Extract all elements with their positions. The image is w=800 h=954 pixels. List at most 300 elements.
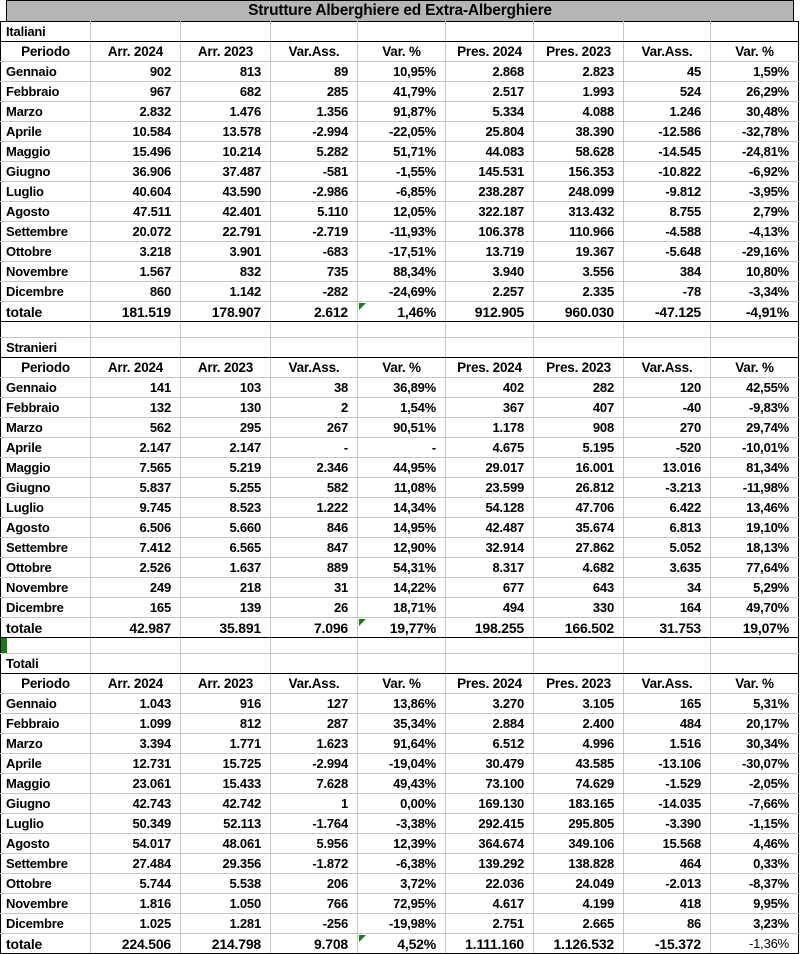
cell-value[interactable]: 1.142 [181, 282, 271, 302]
cell-value[interactable]: 26 [271, 598, 358, 618]
cell-month[interactable]: Gennaio [1, 694, 91, 714]
cell-value[interactable]: 42.487 [446, 518, 534, 538]
cell-month[interactable]: Febbraio [1, 82, 91, 102]
cell-value[interactable]: 10,95% [358, 62, 446, 82]
cell-value[interactable]: 1.816 [91, 894, 181, 914]
cell-value[interactable]: -10,01% [711, 438, 799, 458]
cell-value[interactable]: 14,34% [358, 498, 446, 518]
spacer-cell[interactable] [624, 322, 711, 338]
empty-cell[interactable] [711, 338, 799, 358]
cell-value[interactable]: 407 [534, 398, 624, 418]
cell-value[interactable]: -24,69% [358, 282, 446, 302]
cell-value[interactable]: -1.764 [271, 814, 358, 834]
empty-cell[interactable] [534, 22, 624, 42]
cell-value[interactable]: -7,66% [711, 794, 799, 814]
cell-value[interactable]: 139 [181, 598, 271, 618]
cell-month[interactable]: Novembre [1, 578, 91, 598]
cell-value[interactable]: 4.996 [534, 734, 624, 754]
column-header[interactable]: Var. % [711, 674, 799, 694]
cell-value[interactable]: 120 [624, 378, 711, 398]
cell-value[interactable]: 846 [271, 518, 358, 538]
cell-value[interactable]: -5.648 [624, 242, 711, 262]
total-value[interactable]: 1.111.160 [446, 934, 534, 954]
cell-value[interactable]: 847 [271, 538, 358, 558]
cell-value[interactable]: 132 [91, 398, 181, 418]
cell-value[interactable]: 42,55% [711, 378, 799, 398]
cell-value[interactable]: 40.604 [91, 182, 181, 202]
cell-value[interactable]: 10,80% [711, 262, 799, 282]
cell-value[interactable]: 582 [271, 478, 358, 498]
cell-value[interactable]: -581 [271, 162, 358, 182]
cell-value[interactable]: 29.017 [446, 458, 534, 478]
cell-value[interactable]: 42.401 [181, 202, 271, 222]
cell-value[interactable]: 5.052 [624, 538, 711, 558]
cell-value[interactable]: 20.072 [91, 222, 181, 242]
empty-cell[interactable] [91, 654, 181, 674]
cell-value[interactable]: 218 [181, 578, 271, 598]
cell-value[interactable]: 11,08% [358, 478, 446, 498]
total-value[interactable]: 19,07% [711, 618, 799, 638]
cell-value[interactable]: 643 [534, 578, 624, 598]
empty-cell[interactable] [181, 338, 271, 358]
cell-value[interactable]: -1,55% [358, 162, 446, 182]
cell-value[interactable]: -14.035 [624, 794, 711, 814]
cell-value[interactable]: 130 [181, 398, 271, 418]
cell-month[interactable]: Febbraio [1, 398, 91, 418]
cell-value[interactable]: 206 [271, 874, 358, 894]
column-header[interactable]: Var.Ass. [271, 42, 358, 62]
total-value[interactable]: 1.126.532 [534, 934, 624, 954]
column-header[interactable]: Var. % [358, 42, 446, 62]
cell-value[interactable]: 141 [91, 378, 181, 398]
cell-value[interactable]: 27.862 [534, 538, 624, 558]
cell-value[interactable]: 1.099 [91, 714, 181, 734]
cell-value[interactable]: 15.568 [624, 834, 711, 854]
cell-value[interactable]: 38.390 [534, 122, 624, 142]
cell-month[interactable]: Aprile [1, 122, 91, 142]
cell-value[interactable]: 54.017 [91, 834, 181, 854]
cell-value[interactable]: 6.506 [91, 518, 181, 538]
cell-value[interactable]: 81,34% [711, 458, 799, 478]
column-header[interactable]: Var. % [358, 358, 446, 378]
cell-value[interactable]: 103 [181, 378, 271, 398]
cell-value[interactable]: 73.100 [446, 774, 534, 794]
cell-value[interactable]: 23.599 [446, 478, 534, 498]
cell-month[interactable]: Ottobre [1, 558, 91, 578]
cell-value[interactable]: 8.523 [181, 498, 271, 518]
cell-value[interactable]: 2.257 [446, 282, 534, 302]
empty-cell[interactable] [711, 22, 799, 42]
cell-value[interactable]: 38 [271, 378, 358, 398]
section-label[interactable]: Stranieri [1, 338, 91, 358]
cell-value[interactable]: 562 [91, 418, 181, 438]
cell-value[interactable]: -8,37% [711, 874, 799, 894]
cell-value[interactable]: 42.743 [91, 794, 181, 814]
spacer-cell[interactable] [446, 638, 534, 654]
cell-value[interactable]: -29,16% [711, 242, 799, 262]
cell-value[interactable]: 6.813 [624, 518, 711, 538]
spacer-cell[interactable] [534, 638, 624, 654]
cell-value[interactable]: 12,39% [358, 834, 446, 854]
cell-value[interactable]: 47.706 [534, 498, 624, 518]
cell-value[interactable]: 860 [91, 282, 181, 302]
cell-value[interactable]: 3.394 [91, 734, 181, 754]
cell-value[interactable]: -9,83% [711, 398, 799, 418]
cell-value[interactable]: 330 [534, 598, 624, 618]
cell-month[interactable]: Ottobre [1, 242, 91, 262]
cell-value[interactable]: 15.496 [91, 142, 181, 162]
cell-value[interactable]: 9.745 [91, 498, 181, 518]
column-header[interactable]: Periodo [1, 674, 91, 694]
empty-cell[interactable] [358, 338, 446, 358]
cell-value[interactable]: 110.966 [534, 222, 624, 242]
cell-value[interactable]: 967 [91, 82, 181, 102]
cell-value[interactable]: -2.013 [624, 874, 711, 894]
cell-value[interactable]: 127 [271, 694, 358, 714]
cell-month[interactable]: Ottobre [1, 874, 91, 894]
column-header[interactable]: Var. % [711, 358, 799, 378]
cell-value[interactable]: 36.906 [91, 162, 181, 182]
cell-value[interactable]: -19,98% [358, 914, 446, 934]
spacer-cell[interactable] [91, 638, 181, 654]
cell-value[interactable]: -19,04% [358, 754, 446, 774]
cell-value[interactable]: 10.584 [91, 122, 181, 142]
total-value[interactable]: -1,36% [711, 934, 799, 954]
cell-value[interactable]: -12.586 [624, 122, 711, 142]
cell-value[interactable]: 44.083 [446, 142, 534, 162]
cell-value[interactable]: 138.828 [534, 854, 624, 874]
cell-value[interactable]: 267 [271, 418, 358, 438]
cell-value[interactable]: -1.872 [271, 854, 358, 874]
spacer-cell[interactable] [446, 322, 534, 338]
cell-value[interactable]: 4.088 [534, 102, 624, 122]
cell-value[interactable]: 6.422 [624, 498, 711, 518]
cell-value[interactable]: 41,79% [358, 82, 446, 102]
cell-value[interactable]: 1.178 [446, 418, 534, 438]
cell-value[interactable]: -3.390 [624, 814, 711, 834]
cell-month[interactable]: Agosto [1, 202, 91, 222]
cell-value[interactable]: 5.956 [271, 834, 358, 854]
cell-month[interactable]: Maggio [1, 142, 91, 162]
cell-value[interactable]: 14,95% [358, 518, 446, 538]
cell-value[interactable]: 23.061 [91, 774, 181, 794]
cell-value[interactable]: -9.812 [624, 182, 711, 202]
cell-value[interactable]: 12,90% [358, 538, 446, 558]
cell-value[interactable]: -11,98% [711, 478, 799, 498]
cell-value[interactable]: 1,59% [711, 62, 799, 82]
cell-value[interactable]: 18,71% [358, 598, 446, 618]
cell-value[interactable]: 183.165 [534, 794, 624, 814]
cell-value[interactable]: - [271, 438, 358, 458]
total-value[interactable]: 178.907 [181, 302, 271, 322]
cell-value[interactable]: 1.476 [181, 102, 271, 122]
cell-value[interactable]: 1.043 [91, 694, 181, 714]
cell-month[interactable]: Gennaio [1, 62, 91, 82]
column-header[interactable]: Periodo [1, 42, 91, 62]
cell-value[interactable]: 86 [624, 914, 711, 934]
empty-cell[interactable] [534, 654, 624, 674]
cell-value[interactable]: 7.628 [271, 774, 358, 794]
cell-value[interactable]: 12,05% [358, 202, 446, 222]
cell-month[interactable]: Luglio [1, 182, 91, 202]
cell-value[interactable]: 3.218 [91, 242, 181, 262]
empty-cell[interactable] [446, 654, 534, 674]
cell-value[interactable]: -3,34% [711, 282, 799, 302]
cell-value[interactable]: 13,86% [358, 694, 446, 714]
cell-value[interactable]: 15.433 [181, 774, 271, 794]
cell-value[interactable]: 889 [271, 558, 358, 578]
cell-value[interactable]: 35.674 [534, 518, 624, 538]
cell-value[interactable]: -6,92% [711, 162, 799, 182]
cell-value[interactable]: 2.832 [91, 102, 181, 122]
spacer-cell[interactable] [91, 322, 181, 338]
total-value[interactable]: 224.506 [91, 934, 181, 954]
cell-value[interactable]: 45 [624, 62, 711, 82]
cell-value[interactable]: 4.675 [446, 438, 534, 458]
total-value[interactable]: 35.891 [181, 618, 271, 638]
cell-month[interactable]: Dicembre [1, 914, 91, 934]
cell-value[interactable]: -22,05% [358, 122, 446, 142]
cell-value[interactable]: 402 [446, 378, 534, 398]
empty-cell[interactable] [271, 22, 358, 42]
cell-month[interactable]: Giugno [1, 794, 91, 814]
cell-value[interactable]: 1.993 [534, 82, 624, 102]
total-value[interactable]: -4,91% [711, 302, 799, 322]
cell-value[interactable]: 2.884 [446, 714, 534, 734]
cell-value[interactable]: 4.199 [534, 894, 624, 914]
cell-value[interactable]: 58.628 [534, 142, 624, 162]
cell-value[interactable]: 2 [271, 398, 358, 418]
cell-value[interactable]: 2.665 [534, 914, 624, 934]
cell-value[interactable]: -282 [271, 282, 358, 302]
cell-value[interactable]: 30,48% [711, 102, 799, 122]
cell-month[interactable]: Dicembre [1, 598, 91, 618]
cell-value[interactable]: 295.805 [534, 814, 624, 834]
cell-value[interactable]: 165 [624, 694, 711, 714]
cell-value[interactable]: - [358, 438, 446, 458]
cell-value[interactable]: -17,51% [358, 242, 446, 262]
cell-value[interactable]: 4,46% [711, 834, 799, 854]
spacer-cell[interactable] [271, 638, 358, 654]
cell-value[interactable]: -3.213 [624, 478, 711, 498]
cell-value[interactable]: 1.567 [91, 262, 181, 282]
cell-month[interactable]: Giugno [1, 478, 91, 498]
cell-value[interactable]: 1.356 [271, 102, 358, 122]
total-value[interactable]: 4,52% [358, 934, 446, 954]
cell-value[interactable]: 30.479 [446, 754, 534, 774]
empty-cell[interactable] [711, 654, 799, 674]
empty-cell[interactable] [534, 338, 624, 358]
cell-value[interactable]: 6.565 [181, 538, 271, 558]
cell-value[interactable]: 90,51% [358, 418, 446, 438]
total-value[interactable]: 31.753 [624, 618, 711, 638]
cell-value[interactable]: 1.637 [181, 558, 271, 578]
cell-value[interactable]: 77,64% [711, 558, 799, 578]
cell-value[interactable]: 49,70% [711, 598, 799, 618]
cell-value[interactable]: 2.335 [534, 282, 624, 302]
cell-value[interactable]: 384 [624, 262, 711, 282]
cell-value[interactable]: -78 [624, 282, 711, 302]
cell-value[interactable]: 1.222 [271, 498, 358, 518]
column-header[interactable]: Pres. 2023 [534, 42, 624, 62]
cell-value[interactable]: 5.195 [534, 438, 624, 458]
cell-value[interactable]: -2.994 [271, 122, 358, 142]
cell-value[interactable]: 5.837 [91, 478, 181, 498]
cell-value[interactable]: 8.317 [446, 558, 534, 578]
spacer-cell[interactable] [358, 638, 446, 654]
cell-value[interactable]: 1,54% [358, 398, 446, 418]
column-header[interactable]: Var. % [711, 42, 799, 62]
spacer-cell[interactable] [534, 322, 624, 338]
cell-value[interactable]: 908 [534, 418, 624, 438]
cell-value[interactable]: 292.415 [446, 814, 534, 834]
cell-value[interactable]: 72,95% [358, 894, 446, 914]
cell-value[interactable]: 49,43% [358, 774, 446, 794]
cell-value[interactable]: 735 [271, 262, 358, 282]
cell-value[interactable]: 43.585 [534, 754, 624, 774]
cell-value[interactable]: 2.346 [271, 458, 358, 478]
cell-value[interactable]: 2.400 [534, 714, 624, 734]
column-header[interactable]: Var.Ass. [271, 358, 358, 378]
spacer-cell[interactable] [1, 322, 91, 338]
cell-month[interactable]: Settembre [1, 854, 91, 874]
cell-month[interactable]: Maggio [1, 774, 91, 794]
cell-value[interactable]: 2.147 [91, 438, 181, 458]
cell-month[interactable]: Giugno [1, 162, 91, 182]
cell-value[interactable]: 7.565 [91, 458, 181, 478]
empty-cell[interactable] [624, 22, 711, 42]
section-label[interactable]: Italiani [1, 22, 91, 42]
cell-value[interactable]: 484 [624, 714, 711, 734]
cell-month[interactable]: Maggio [1, 458, 91, 478]
cell-value[interactable]: 1.516 [624, 734, 711, 754]
total-label[interactable]: totale [1, 302, 91, 322]
cell-value[interactable]: -2.719 [271, 222, 358, 242]
cell-value[interactable]: 287 [271, 714, 358, 734]
column-header[interactable]: Arr. 2023 [181, 358, 271, 378]
total-value[interactable]: 9.708 [271, 934, 358, 954]
cell-value[interactable]: 47.511 [91, 202, 181, 222]
total-value[interactable]: 166.502 [534, 618, 624, 638]
cell-value[interactable]: -10.822 [624, 162, 711, 182]
cell-value[interactable]: -30,07% [711, 754, 799, 774]
cell-value[interactable]: 4.682 [534, 558, 624, 578]
cell-value[interactable]: 20,17% [711, 714, 799, 734]
cell-value[interactable]: 10.214 [181, 142, 271, 162]
cell-value[interactable]: -14.545 [624, 142, 711, 162]
cell-value[interactable]: 812 [181, 714, 271, 734]
empty-cell[interactable] [181, 654, 271, 674]
total-value[interactable]: 198.255 [446, 618, 534, 638]
column-header[interactable]: Pres. 2023 [534, 358, 624, 378]
cell-value[interactable]: 322.187 [446, 202, 534, 222]
cell-value[interactable]: 5.219 [181, 458, 271, 478]
cell-month[interactable]: Febbraio [1, 714, 91, 734]
cell-value[interactable]: 54,31% [358, 558, 446, 578]
cell-value[interactable]: 16.001 [534, 458, 624, 478]
cell-value[interactable]: 3.635 [624, 558, 711, 578]
spacer-cell[interactable] [271, 322, 358, 338]
cell-value[interactable]: -520 [624, 438, 711, 458]
cell-value[interactable]: -683 [271, 242, 358, 262]
cell-value[interactable]: 5.660 [181, 518, 271, 538]
total-value[interactable]: -47.125 [624, 302, 711, 322]
column-header[interactable]: Arr. 2024 [91, 42, 181, 62]
cell-value[interactable]: 24.049 [534, 874, 624, 894]
spacer-cell[interactable] [181, 638, 271, 654]
column-header[interactable]: Var.Ass. [624, 358, 711, 378]
cell-value[interactable]: 13.719 [446, 242, 534, 262]
empty-cell[interactable] [358, 22, 446, 42]
total-value[interactable]: 214.798 [181, 934, 271, 954]
cell-value[interactable]: 832 [181, 262, 271, 282]
cell-value[interactable]: 7.412 [91, 538, 181, 558]
column-header[interactable]: Var.Ass. [624, 674, 711, 694]
cell-month[interactable]: Aprile [1, 438, 91, 458]
cell-value[interactable]: -1.529 [624, 774, 711, 794]
cell-value[interactable]: 2.868 [446, 62, 534, 82]
cell-value[interactable]: -6,85% [358, 182, 446, 202]
cell-month[interactable]: Agosto [1, 834, 91, 854]
cell-value[interactable]: 165 [91, 598, 181, 618]
cell-value[interactable]: 1.246 [624, 102, 711, 122]
cell-value[interactable]: 682 [181, 82, 271, 102]
cell-value[interactable]: 270 [624, 418, 711, 438]
cell-month[interactable]: Novembre [1, 262, 91, 282]
cell-value[interactable]: 418 [624, 894, 711, 914]
empty-cell[interactable] [91, 338, 181, 358]
cell-value[interactable]: 29,74% [711, 418, 799, 438]
cell-value[interactable]: 5.255 [181, 478, 271, 498]
column-header[interactable]: Arr. 2024 [91, 674, 181, 694]
cell-value[interactable]: 5.744 [91, 874, 181, 894]
cell-value[interactable]: 13,46% [711, 498, 799, 518]
cell-value[interactable]: 2.751 [446, 914, 534, 934]
cell-value[interactable]: 15.725 [181, 754, 271, 774]
cell-value[interactable]: 19,10% [711, 518, 799, 538]
total-value[interactable]: 2.612 [271, 302, 358, 322]
column-header[interactable]: Pres. 2023 [534, 674, 624, 694]
cell-value[interactable]: 0,33% [711, 854, 799, 874]
spacer-cell[interactable] [711, 322, 799, 338]
cell-value[interactable]: 367 [446, 398, 534, 418]
cell-value[interactable]: 1.281 [181, 914, 271, 934]
cell-value[interactable]: 34 [624, 578, 711, 598]
cell-value[interactable]: 35,34% [358, 714, 446, 734]
cell-value[interactable]: 14,22% [358, 578, 446, 598]
cell-value[interactable]: 74.629 [534, 774, 624, 794]
cell-value[interactable]: 5.538 [181, 874, 271, 894]
cell-value[interactable]: 12.731 [91, 754, 181, 774]
cell-value[interactable]: 5.282 [271, 142, 358, 162]
cell-value[interactable]: 813 [181, 62, 271, 82]
column-header[interactable]: Periodo [1, 358, 91, 378]
total-value[interactable]: 912.905 [446, 302, 534, 322]
cell-value[interactable]: -1,15% [711, 814, 799, 834]
cell-value[interactable]: 29.356 [181, 854, 271, 874]
cell-month[interactable]: Settembre [1, 222, 91, 242]
cell-value[interactable]: 248.099 [534, 182, 624, 202]
empty-cell[interactable] [446, 22, 534, 42]
cell-value[interactable]: 313.432 [534, 202, 624, 222]
column-header[interactable]: Pres. 2024 [446, 674, 534, 694]
cell-value[interactable]: -3,38% [358, 814, 446, 834]
cell-value[interactable]: 5,29% [711, 578, 799, 598]
cell-value[interactable]: -32,78% [711, 122, 799, 142]
column-header[interactable]: Pres. 2024 [446, 358, 534, 378]
cell-value[interactable]: 31 [271, 578, 358, 598]
cell-value[interactable]: 169.130 [446, 794, 534, 814]
